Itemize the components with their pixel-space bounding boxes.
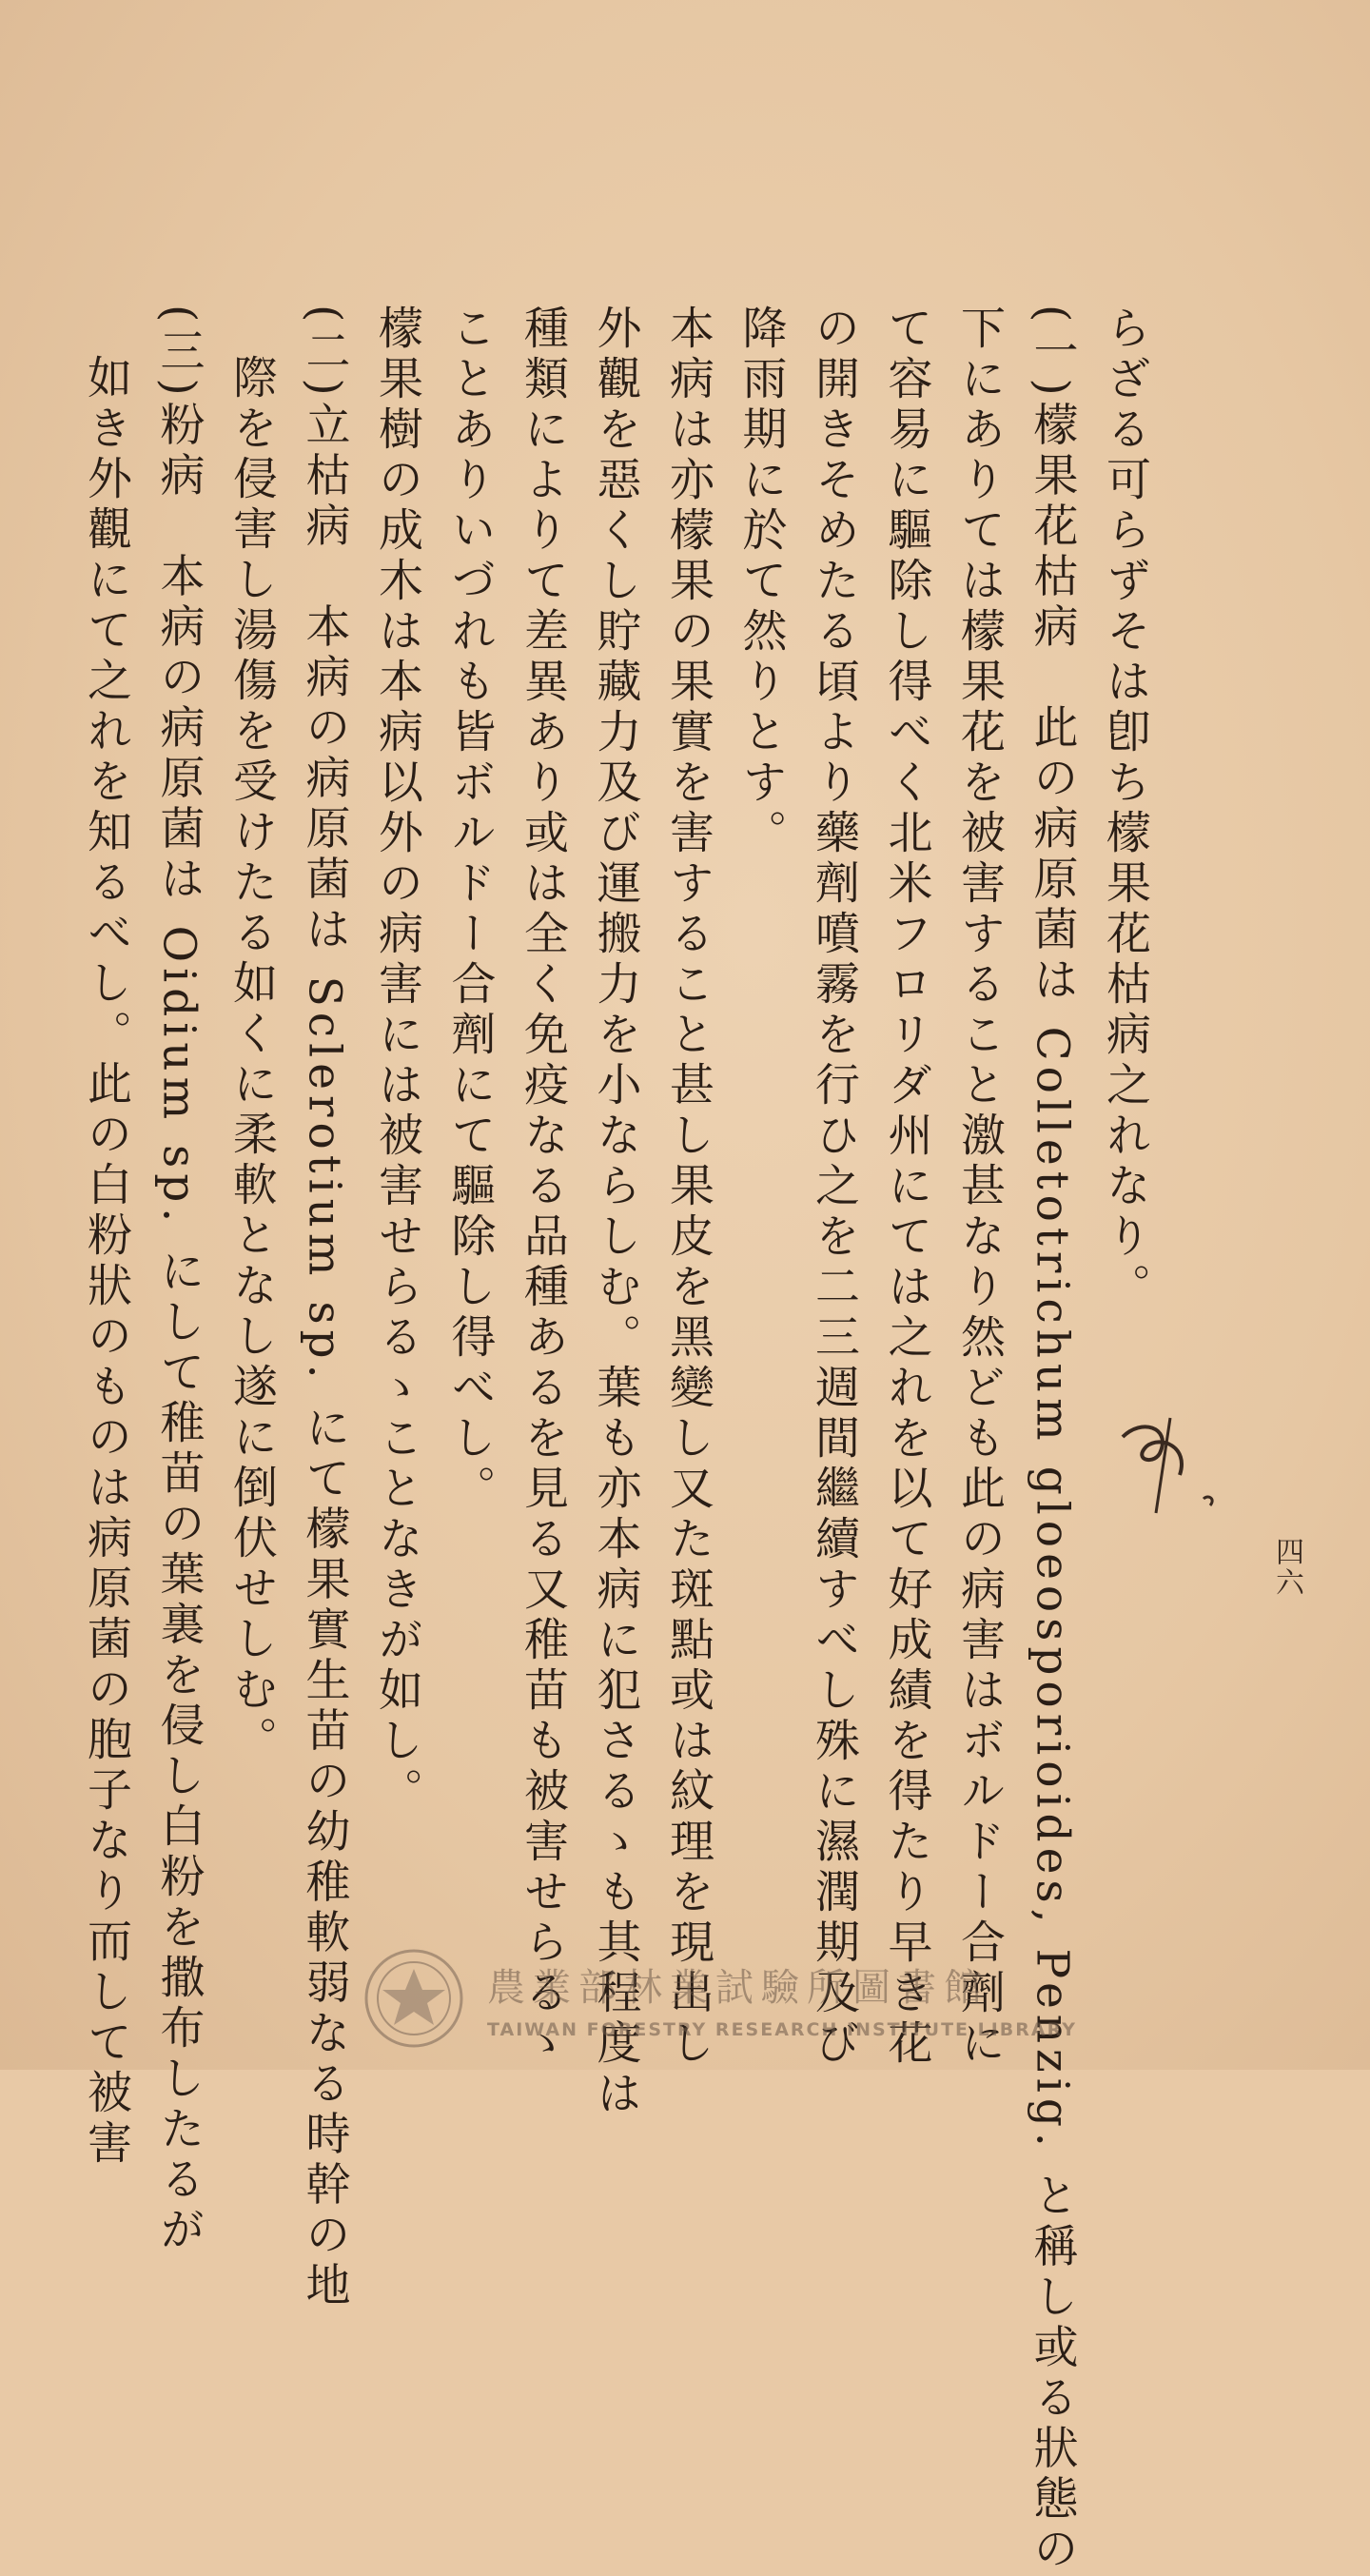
text-line: (一)檬果花枯病 此の病原菌は Colletotrichum gloeosporioides, Penzig. と稱し或る狀態の [1026,305,1079,2576]
text-line: ことありいづれも皆ボルドー合劑にて驅除し得べし。 [443,305,497,1515]
text-line: 外觀を惡くし貯藏力及び運搬力を小ならしむ。葉も亦本病に犯さるゝも其程度は [589,305,642,2120]
text-line: の開きそめたる頃より藥劑噴霧を行ひ之を二三週間繼續すべし殊に濕潤期及び [808,305,860,2070]
library-seal-icon [362,1946,466,2051]
text-line: て容易に驅除し得べく北米フロリダ州にては之れを以て好成績を得たり早き花 [880,305,933,2070]
text-line: 本病は亦檬果の果實を害すること甚し果皮を黑變し又た斑點或は紋理を現出し [662,305,714,2070]
text-line: (二)立枯病 本病の病原菌は Sclerotium sp. にて檬果實生苗の幼稚軟弱なる時幹の地 [298,305,351,2312]
library-name-english: TAIWAN FORESTRY RESEARCH INSTITUTE LIBRARY [487,2018,1077,2040]
library-name-chinese: 農業部林業試驗所圖書館 [487,1965,989,2010]
text-line: 際を侵害し湯傷を受けたる如くに柔軟となし遂に倒伏せしむ。 [225,354,278,1766]
handwritten-mark [1113,1408,1227,1523]
text-line: 下にありては檬果花を被害すること激甚なり然ども此の病害はボルドー合劑に [953,305,1006,2070]
text-line: 檬果樹の成木は本病以外の病害には被害せらるゝことなきが如し。 [371,305,423,1818]
text-line: 如き外觀にて之れを知るべし。此の白粉狀のものは病原菌の胞子なり而して被害 [80,354,132,2170]
text-line: 種類によりて差異あり或は全く免疫なる品種あるを見る又稚苗も被害せらるゝ [517,305,569,2070]
text-line: 降雨期に於て然りとす。 [734,305,788,859]
text-line: (三)粉病 本病の病原菌は Oidium sp. にして稚苗の葉裏を侵し白粉を撒布したるが [152,305,206,2257]
text-line: らざる可らずそは卽ち檬果花枯病之れなり。 [1099,305,1151,1313]
page-number: 四六 [1270,1537,1303,1598]
library-watermark [362,1946,1077,2051]
